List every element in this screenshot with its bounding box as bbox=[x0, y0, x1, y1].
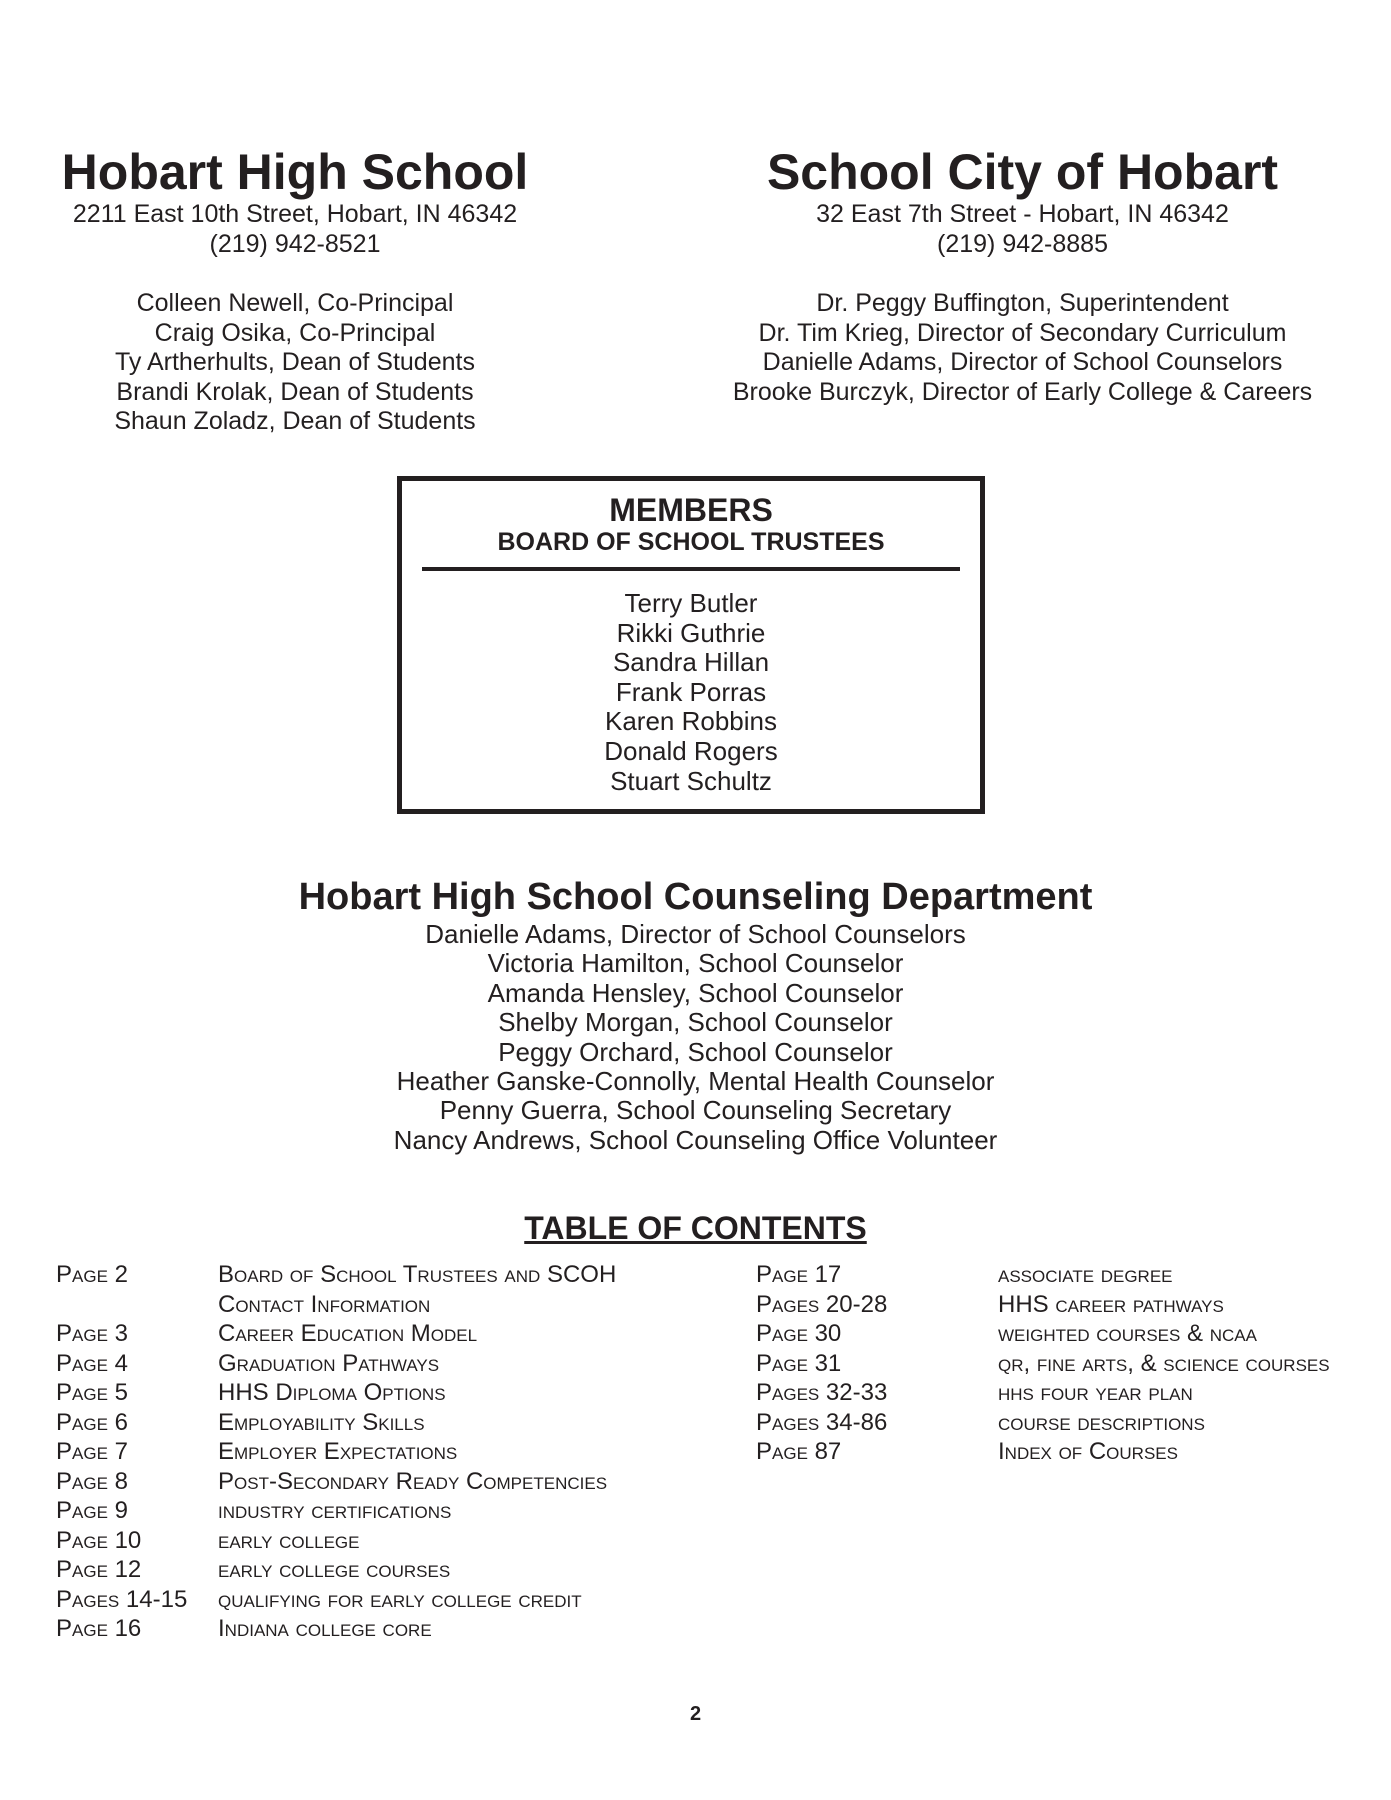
scoh-staff-2: Dr. Tim Krieg, Director of Secondary Curriculum bbox=[758, 318, 1287, 347]
toc-page: Page 4 bbox=[56, 1349, 128, 1377]
toc-page: Pages 32-33 bbox=[756, 1379, 888, 1406]
toc-page: Pages 34-86 bbox=[756, 1408, 888, 1436]
board-member: Stuart Schultz bbox=[610, 765, 772, 796]
counseling-staff: Heather Ganske-Connolly, Mental Health Counselor bbox=[396, 1066, 995, 1097]
hhs-staff-5: Shaun Zoladz, Dean of Students bbox=[114, 407, 476, 435]
toc-desc: course descriptions bbox=[998, 1408, 1205, 1436]
page-number: 2 bbox=[689, 1703, 702, 1725]
hhs-staff-4: Brandi Krolak, Dean of Students bbox=[116, 377, 474, 406]
board-of-trustees-box bbox=[397, 476, 985, 814]
toc-page: Pages 20-28 bbox=[756, 1290, 888, 1318]
counseling-staff: Danielle Adams, Director of School Counselors bbox=[425, 919, 966, 949]
toc-desc: qr, fine arts, & science courses bbox=[998, 1349, 1330, 1377]
toc-page: Page 3 bbox=[56, 1320, 128, 1347]
toc-title: TABLE OF CONTENTS bbox=[524, 1210, 867, 1246]
toc-left-column bbox=[56, 1260, 746, 1644]
toc-page: Page 87 bbox=[756, 1438, 842, 1465]
board-member: Karen Robbins bbox=[605, 706, 777, 737]
toc-desc: HHS Diploma Options bbox=[218, 1379, 446, 1406]
hhs-staff-3: Ty Artherhults, Dean of Students bbox=[115, 348, 475, 376]
board-member: Terry Butler bbox=[624, 588, 758, 618]
toc-page: Page 8 bbox=[56, 1467, 128, 1495]
counseling-staff: Victoria Hamilton, School Counselor bbox=[487, 948, 904, 979]
toc-page: Page 16 bbox=[56, 1615, 142, 1642]
toc-entry[interactable] bbox=[756, 1319, 1366, 1349]
scoh-phone: (219) 942-8885 bbox=[937, 229, 1108, 258]
toc-desc: Employability Skills bbox=[218, 1408, 425, 1436]
toc-entry[interactable] bbox=[56, 1408, 746, 1438]
board-member: Sandra Hillan bbox=[612, 647, 770, 678]
toc-desc: qualifying for early college credit bbox=[218, 1585, 582, 1613]
toc-desc: weighted courses & ncaa bbox=[998, 1320, 1257, 1347]
toc-entry[interactable] bbox=[56, 1555, 746, 1585]
hhs-address: 2211 East 10th Street, Hobart, IN 46342 bbox=[72, 200, 518, 228]
toc-page: Page 2 bbox=[56, 1261, 128, 1288]
toc-desc: early college courses bbox=[218, 1556, 451, 1583]
toc-desc: Career Education Model bbox=[218, 1320, 478, 1347]
board-divider bbox=[422, 567, 960, 571]
hhs-title: Hobart High School bbox=[61, 144, 529, 200]
counseling-title: Hobart High School Counseling Department bbox=[298, 876, 1093, 918]
toc-page: Page 9 bbox=[56, 1497, 128, 1524]
toc-entry[interactable] bbox=[756, 1290, 1366, 1320]
toc-desc: Post-Secondary Ready Competencies bbox=[218, 1467, 608, 1495]
toc-desc: Employer Expectations bbox=[218, 1438, 458, 1465]
toc-entry[interactable] bbox=[56, 1467, 746, 1497]
toc-page: Page 12 bbox=[56, 1556, 142, 1583]
toc-entry[interactable] bbox=[56, 1437, 746, 1467]
toc-entry[interactable] bbox=[756, 1349, 1366, 1379]
hobart-high-school-block bbox=[0, 144, 590, 437]
toc-page: Page 30 bbox=[756, 1320, 842, 1347]
toc-desc: Indiana college core bbox=[218, 1615, 432, 1642]
counseling-staff: Penny Guerra, School Counseling Secretary bbox=[439, 1095, 952, 1126]
toc-desc: associate degree bbox=[998, 1261, 1173, 1288]
hhs-staff-2: Craig Osika, Co-Principal bbox=[154, 318, 436, 347]
hhs-staff-1: Colleen Newell, Co-Principal bbox=[136, 289, 454, 317]
hhs-phone: (219) 942-8521 bbox=[209, 229, 381, 258]
toc-entry[interactable] bbox=[56, 1349, 746, 1379]
scoh-title: School City of Hobart bbox=[766, 144, 1279, 200]
toc-page: Page 6 bbox=[56, 1408, 128, 1436]
scoh-staff-1: Dr. Peggy Buffington, Superintendent bbox=[816, 289, 1229, 317]
counseling-staff: Nancy Andrews, School Counseling Office Volunteer bbox=[393, 1124, 998, 1155]
toc-entry-continued bbox=[56, 1290, 746, 1320]
board-heading: MEMBERS bbox=[609, 492, 773, 528]
toc-entry[interactable] bbox=[56, 1614, 746, 1644]
toc-entry[interactable] bbox=[56, 1319, 746, 1349]
toc-right-column bbox=[756, 1260, 1366, 1467]
toc-desc: hhs four year plan bbox=[998, 1379, 1193, 1406]
toc-desc: Graduation Pathways bbox=[218, 1349, 440, 1377]
board-subheading: BOARD OF SCHOOL TRUSTEES bbox=[497, 528, 885, 556]
toc-entry[interactable] bbox=[756, 1378, 1366, 1408]
board-member: Frank Porras bbox=[615, 676, 767, 707]
toc-page: Pages 14-15 bbox=[56, 1585, 188, 1613]
toc-desc: Board of School Trustees and SCOH bbox=[218, 1261, 617, 1288]
scoh-address: 32 East 7th Street - Hobart, IN 46342 bbox=[816, 200, 1229, 228]
toc-entry[interactable] bbox=[56, 1526, 746, 1556]
toc-entry[interactable] bbox=[756, 1437, 1366, 1467]
counseling-staff: Peggy Orchard, School Counselor bbox=[498, 1036, 893, 1067]
toc-entry[interactable] bbox=[56, 1585, 746, 1615]
toc-entry[interactable] bbox=[756, 1260, 1366, 1290]
toc-page: Page 5 bbox=[56, 1379, 128, 1406]
toc-page: Page 31 bbox=[756, 1349, 842, 1377]
toc-desc: HHS career pathways bbox=[998, 1290, 1224, 1318]
scoh-staff-3: Danielle Adams, Director of School Counselors bbox=[762, 348, 1283, 376]
toc-desc: Index of Courses bbox=[998, 1438, 1178, 1465]
toc-entry[interactable] bbox=[56, 1378, 746, 1408]
board-member: Donald Rogers bbox=[604, 735, 778, 766]
counseling-staff: Shelby Morgan, School Counselor bbox=[498, 1007, 893, 1038]
scoh-staff-4: Brooke Burczyk, Director of Early College & Careers bbox=[732, 377, 1313, 406]
toc-desc: industry certifications bbox=[218, 1497, 452, 1524]
toc-entry[interactable] bbox=[756, 1408, 1366, 1438]
toc-page: Page 17 bbox=[756, 1261, 842, 1288]
board-member: Rikki Guthrie bbox=[616, 617, 766, 648]
toc-entry[interactable] bbox=[56, 1496, 746, 1526]
toc-page: Page 10 bbox=[56, 1526, 142, 1554]
counseling-department bbox=[0, 874, 1391, 1155]
school-city-block bbox=[695, 144, 1350, 407]
counseling-staff: Amanda Hensley, School Counselor bbox=[487, 977, 904, 1008]
toc-desc: Contact Information bbox=[218, 1290, 431, 1318]
toc-desc: early college bbox=[218, 1526, 360, 1554]
toc-entry[interactable] bbox=[56, 1260, 746, 1290]
toc-page: Page 7 bbox=[56, 1438, 128, 1465]
